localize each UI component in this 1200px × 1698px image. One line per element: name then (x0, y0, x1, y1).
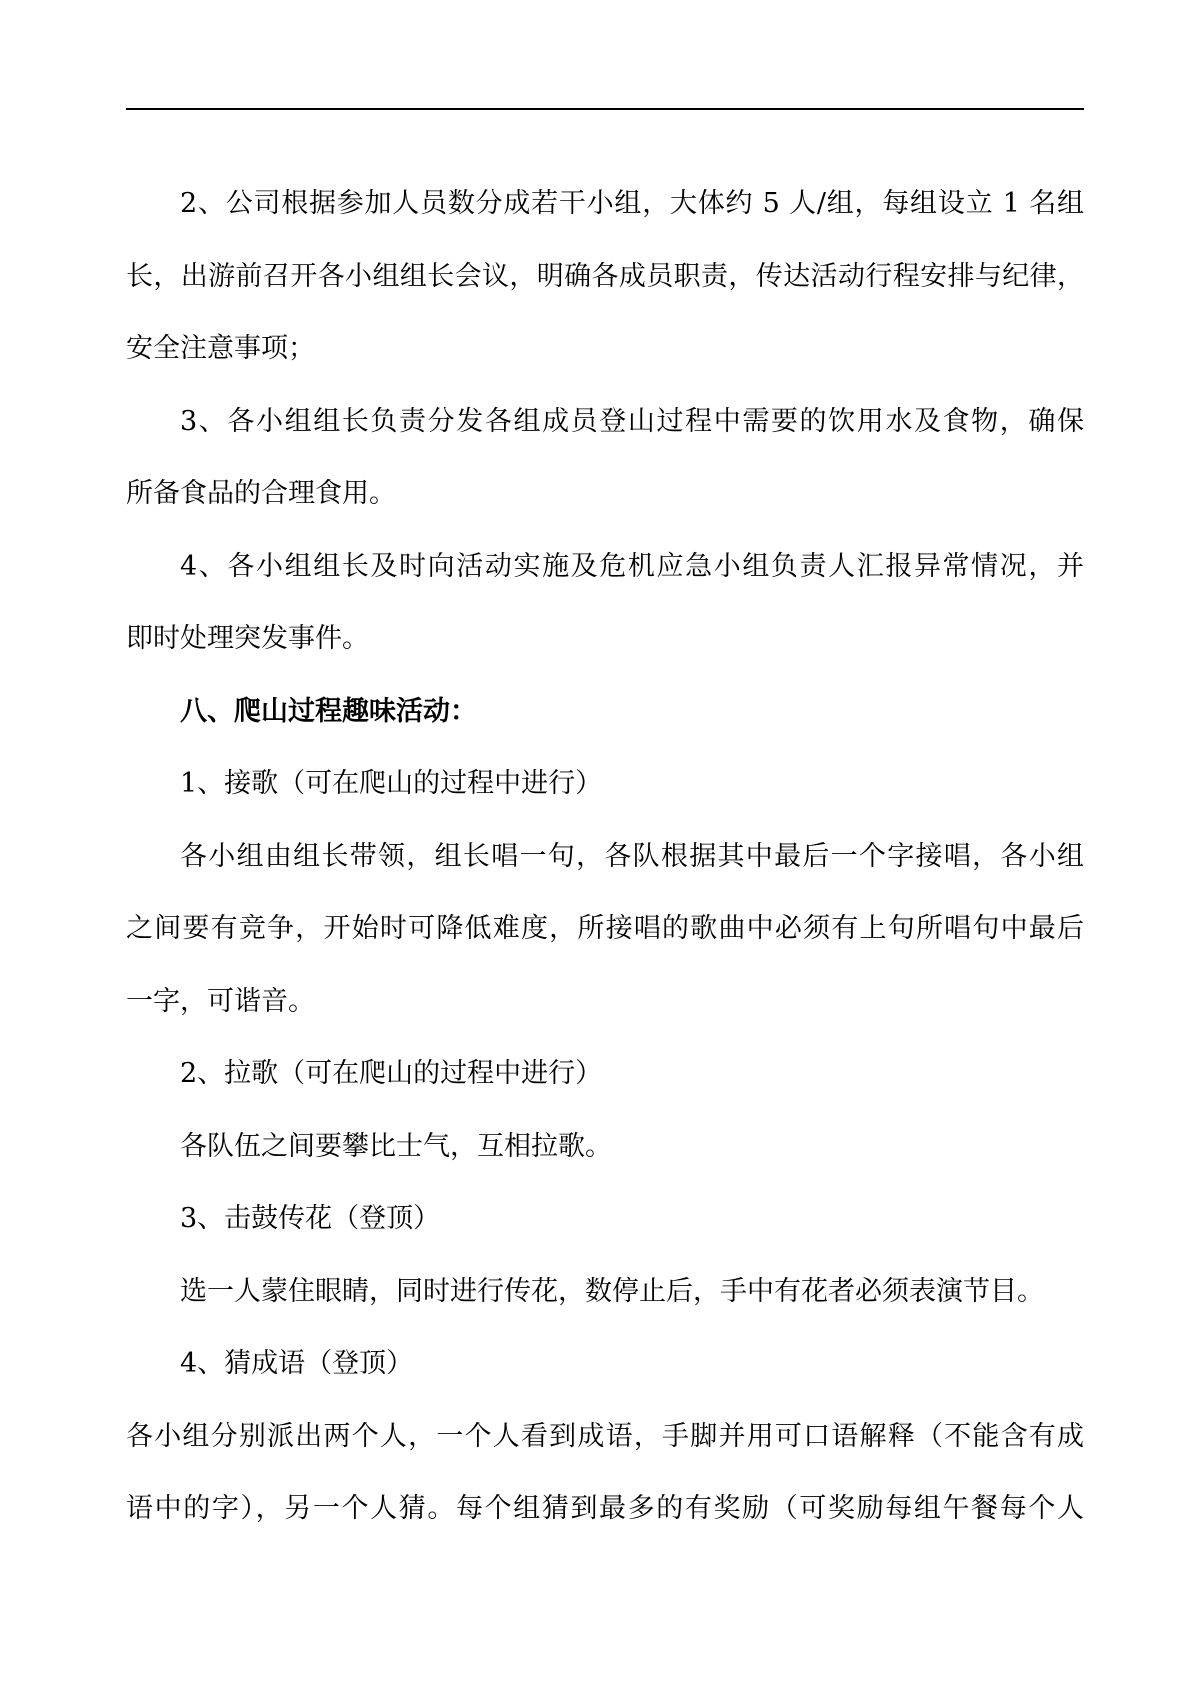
paragraph-line: 即时处理突发事件。 (126, 623, 369, 654)
paragraph-line: 安全注意事项； (126, 333, 315, 364)
paragraph-line: 4、各小组组长及时向活动实施及危机应急小组负责人汇报异常情况，并 (180, 550, 1084, 582)
header-rule (126, 108, 1084, 110)
paragraph-line: 3、各小组组长负责分发各组成员登山过程中需要的饮用水及食物，确保 (180, 405, 1084, 437)
item-heading: 4、猜成语（登顶） (180, 1348, 414, 1379)
document-body (126, 168, 1084, 1546)
paragraph-line: 之间要有竞争，开始时可降低难度，所接唱的歌曲中必须有上句所唱句中最后 (126, 913, 1084, 944)
section-heading: 八、爬山过程趣味活动： (180, 695, 477, 727)
item-heading: 2、拉歌（可在爬山的过程中进行） (180, 1058, 603, 1089)
item-heading: 1、接歌（可在爬山的过程中进行） (180, 768, 603, 799)
item-heading: 3、击鼓传花（登顶） (180, 1203, 441, 1234)
paragraph-line: 各小组分别派出两个人，一个人看到成语，手脚并用可口语解释（不能含有成 (126, 1420, 1084, 1452)
paragraph-line: 长，出游前召开各小组组长会议，明确各成员职责，传达活动行程安排与纪律， (126, 260, 1084, 292)
paragraph-line: 语中的字），另一个人猜。每个组猜到最多的有奖励（可奖励每组午餐每个人 (126, 1493, 1084, 1524)
paragraph-line: 所备食品的合理食用。 (126, 478, 396, 509)
paragraph-line: 各队伍之间要攀比士气，互相拉歌。 (180, 1130, 612, 1162)
paragraph-line: 选一人蒙住眼睛，同时进行传花，数停止后，手中有花者必须表演节目。 (180, 1275, 1044, 1307)
paragraph-line: 一字，可谐音。 (126, 985, 315, 1017)
paragraph-line: 2、公司根据参加人员数分成若干小组，大体约 5 人/组，每组设立 1 名组 (180, 188, 1084, 219)
paragraph-line: 各小组由组长带领，组长唱一句，各队根据其中最后一个字接唱，各小组 (180, 840, 1084, 872)
